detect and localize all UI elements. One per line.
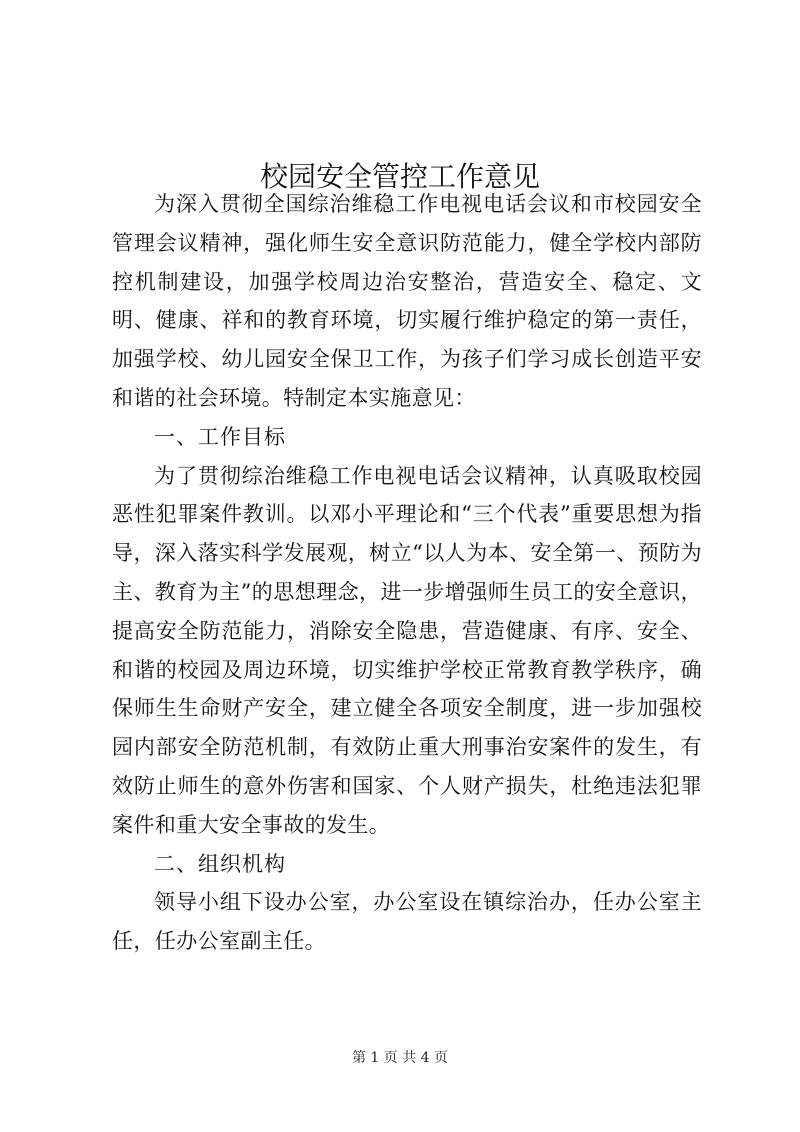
document-body [112,185,702,961]
section-heading-organization: 二、组织机构 [154,851,286,876]
page-footer: 第 1 页 共 4 页 [351,1050,449,1066]
section-heading-goals: 一、工作目标 [154,424,286,449]
document-title: 校园安全管控工作意见 [259,159,540,193]
organization-paragraph: 领导小组下设办公室，办公室设在镇综治办，任办公室主任，任办公室副主任。 [112,890,702,954]
goals-paragraph: 为了贯彻综治维稳工作电视电话会议精神，认真吸取校园恶性犯罪案件教训。以邓小平理论和“三个代表”重要思想为指导，深入落实科学发展观，树立“以人为本、安全第一、预防为主、教育为主”的思想理念，进一步增强师生员工的安全意识，提高安全防范能力，消除安全隐患，营造健康、有序、安全、和谐的校园及周边环境，切实维护学校正常教育教学秩序，确保师生生命财产安全，建立健全各项安全制度，进一步加强校园内部安全防范机制，有效防止重大刑事治安案件的发生，有效防止师生的意外伤害和国家、个人财产损失，杜绝违法犯罪案件和重大安全事故的发生。 [112,463,702,837]
intro-paragraph: 为深入贯彻全国综治维稳工作电视电话会议和市校园安全管理会议精神，强化师生安全意识防范能力，健全学校内部防控机制建设，加强学校周边治安整治，营造安全、稳定、文明、健康、祥和的教育环境，切实履行维护稳定的第一责任，加强学校、幼儿园安全保卫工作，为孩子们学习成长创造平安和谐的社会环境。特制定本实施意见： [112,192,702,410]
